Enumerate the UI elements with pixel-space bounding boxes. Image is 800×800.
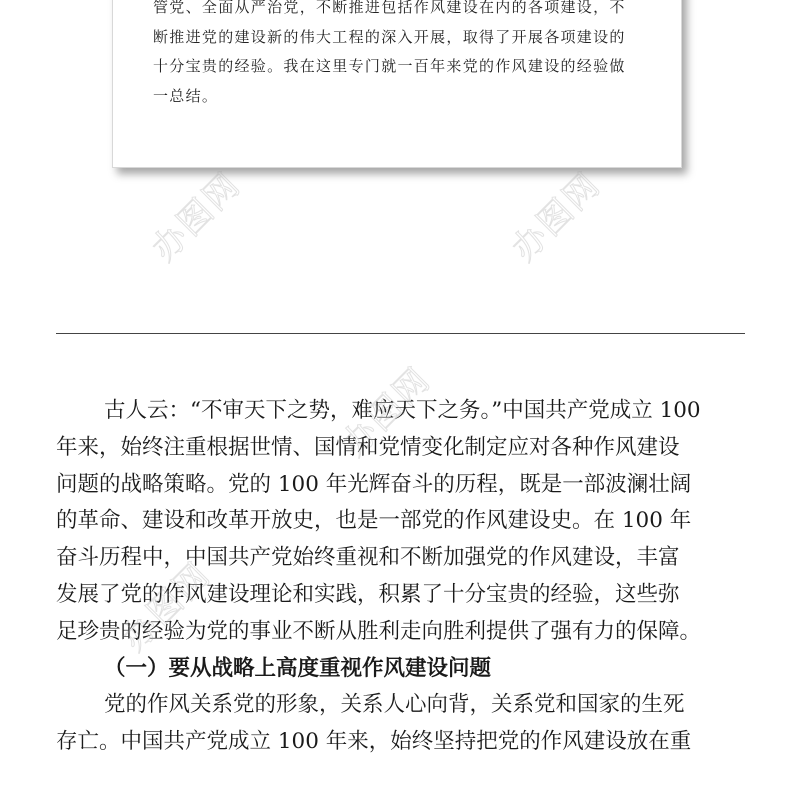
- watermark: 办图网: [114, 554, 219, 660]
- abstract-line-2: 断推进党的建设新的伟大工程的深入开展，取得了开展各项建设的: [153, 27, 626, 46]
- body-line: 发展了党的作风建设理论和实践，积累了十分宝贵的经验，这些弥: [56, 581, 680, 607]
- body-text: [56, 393, 756, 761]
- body-line: 奋斗历程中，中国共产党始终重视和不断加强党的作风建设，丰富: [56, 545, 680, 571]
- watermark: 办图网: [334, 359, 439, 465]
- body-line: 问题的战略策略。党的 100 年光辉奋斗的历程，既是一部波澜壮阔: [56, 471, 692, 497]
- abstract-line-3: 十分宝贵的经验。我在这里专门就一百年来党的作风建设的经验做: [153, 57, 626, 75]
- body-line: 足珍贵的经验为党的事业不断从胜利走向胜利提供了强有力的保障。: [56, 618, 702, 644]
- body-line: 党的作风关系党的形象，关系人心向背，关系党和国家的生死: [104, 692, 685, 718]
- abstract-card: [112, 0, 682, 168]
- watermark: 办图网: [504, 164, 609, 270]
- body-line: 的革命、建设和改革开放史，也是一部党的作风建设史。在 100 年: [56, 508, 692, 534]
- body-line: 存亡。中国共产党成立 100 年来，始终坚持把党的作风建设放在重: [56, 729, 692, 755]
- body-line: 年来，始终注重根据世情、国情和党情变化制定应对各种作风建设: [56, 434, 680, 460]
- section-divider: [56, 333, 745, 334]
- watermark: 办图网: [144, 164, 249, 270]
- abstract-line-4: 一总结。: [153, 86, 219, 105]
- abstract-line-1: 管党、全面从严治党，不断推进包括作风建设在内的各项建设，不: [153, 0, 626, 16]
- body-line: 古人云：“不审天下之势，难应天下之务。”中国共产党成立 100: [104, 398, 701, 423]
- section-heading: （一）要从战略上高度重视作风建设问题: [104, 655, 492, 681]
